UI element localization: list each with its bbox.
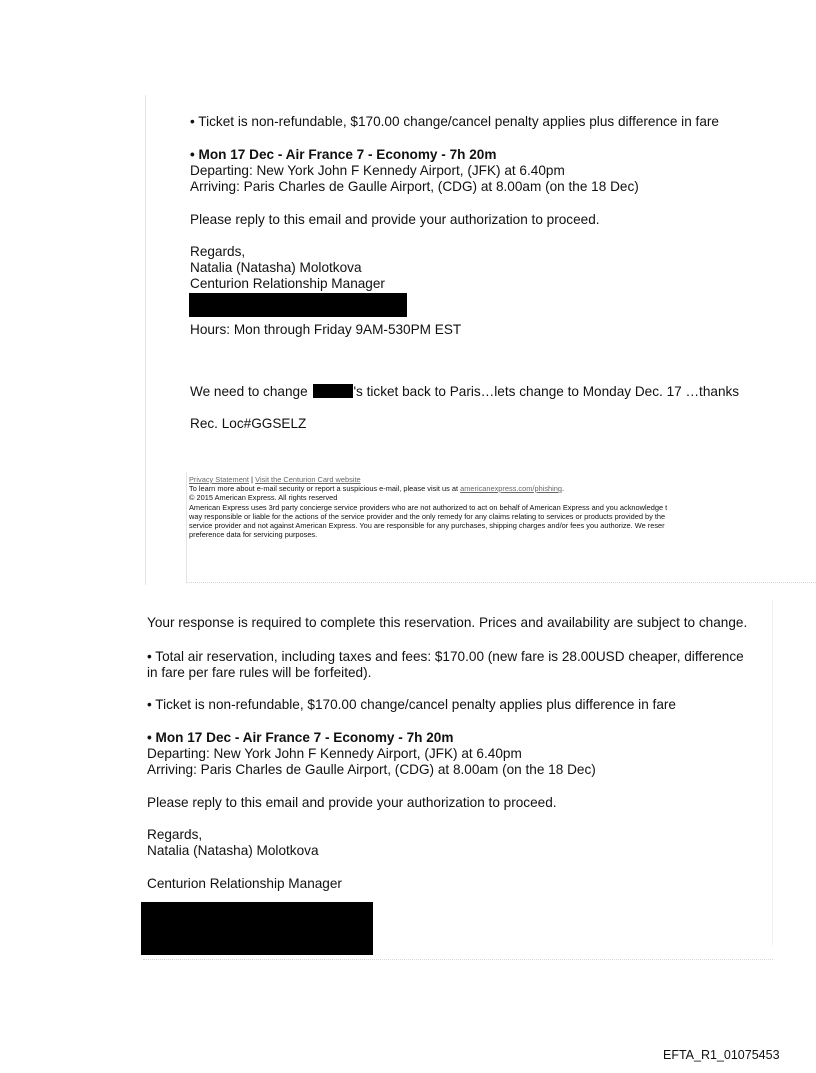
- main-ticket-line: • Ticket is non-refundable, $170.00 change/cancel penalty applies plus difference in fare: [147, 697, 676, 712]
- main-departing: Departing: New York John F Kennedy Airport, (JFK) at 6.40pm: [147, 746, 522, 761]
- footer-disclaimer-line-4: preference data for servicing purposes.: [189, 530, 318, 539]
- footer-disclaimer-line-2: way responsible or liable for the actions of the service provider and the only remedy for any claims relating to services or products provided by the: [189, 512, 666, 521]
- quoted-arriving: Arriving: Paris Charles de Gaulle Airport, (CDG) at 8.00am (on the 18 Dec): [190, 179, 639, 194]
- change-request: [190, 384, 739, 400]
- quoted-flight-title: • Mon 17 Dec - Air France 7 - Economy - 7h 20m: [190, 147, 497, 162]
- footer-link-separator: |: [248, 475, 256, 484]
- footer-disclaimer-line-1: American Express uses 3rd party concierge service providers who are not authorized to act on behalf of American Express and you acknowledge t: [189, 503, 668, 512]
- quoted-sender-role: Centurion Relationship Manager: [190, 276, 385, 291]
- main-right-rule: [772, 600, 773, 945]
- quoted-hours: Hours: Mon through Friday 9AM-530PM EST: [190, 322, 462, 337]
- quoted-sender-name: Natalia (Natasha) Molotkova: [190, 260, 362, 275]
- main-regards: Regards,: [147, 827, 203, 842]
- security-note-text: To learn more about e-mail security or report a suspicious e-mail, please visit us at: [189, 484, 461, 493]
- main-reply-request: Please reply to this email and provide your authorization to proceed.: [147, 795, 557, 810]
- quoted-ticket-line: • Ticket is non-refundable, $170.00 change/cancel penalty applies plus difference in fare: [190, 114, 719, 129]
- footer-bottom-rule: [186, 582, 816, 583]
- centurion-website-link[interactable]: Visit the Centurion Card website: [255, 475, 361, 484]
- quote-rule: [145, 95, 146, 585]
- phishing-link[interactable]: americanexpress.com/phishing: [460, 484, 562, 493]
- quoted-reply-request: Please reply to this email and provide your authorization to proceed.: [190, 212, 600, 227]
- footer-security-note: [189, 484, 564, 493]
- main-sender-role: Centurion Relationship Manager: [147, 876, 342, 891]
- privacy-statement-link[interactable]: Privacy Statement: [189, 475, 249, 484]
- main-flight-title: • Mon 17 Dec - Air France 7 - Economy - 7h 20m: [147, 730, 454, 745]
- page-id: EFTA_R1_01075453: [663, 1048, 780, 1062]
- main-bottom-rule: [143, 959, 773, 960]
- main-sender-name: Natalia (Natasha) Molotkova: [147, 843, 319, 858]
- main-arriving: Arriving: Paris Charles de Gaulle Airport, (CDG) at 8.00am (on the 18 Dec): [147, 762, 596, 777]
- response-required: Your response is required to complete this reservation. Prices and availability are subject to change.: [147, 615, 748, 630]
- total-line-2: in fare per fare rules will be forfeited).: [147, 665, 372, 680]
- main-redaction-block: [141, 902, 373, 955]
- footer-left-rule: [186, 472, 187, 582]
- quoted-departing: Departing: New York John F Kennedy Airport, (JFK) at 6.40pm: [190, 163, 565, 178]
- total-line-1: • Total air reservation, including taxes and fees: $170.00 (new fare is 28.00USD cheaper, difference: [147, 649, 744, 664]
- record-locator: Rec. Loc#GGSELZ: [190, 416, 307, 431]
- footer-links: [189, 475, 361, 484]
- change-request-start: We need to change: [190, 384, 308, 399]
- security-note-end: .: [561, 484, 565, 493]
- footer-disclaimer-line-3: service provider and not against American Express. You are responsible for any purchases, shipping charges and/or fees you authorize. We reser: [189, 521, 665, 530]
- redaction-block: [189, 293, 407, 317]
- footer-copyright: © 2015 American Express. All rights reserved: [189, 493, 338, 502]
- quoted-regards: Regards,: [190, 244, 246, 259]
- redaction-inline: [313, 384, 353, 398]
- change-request-end: 's ticket back to Paris…lets change to Monday Dec. 17 …thanks: [353, 384, 740, 399]
